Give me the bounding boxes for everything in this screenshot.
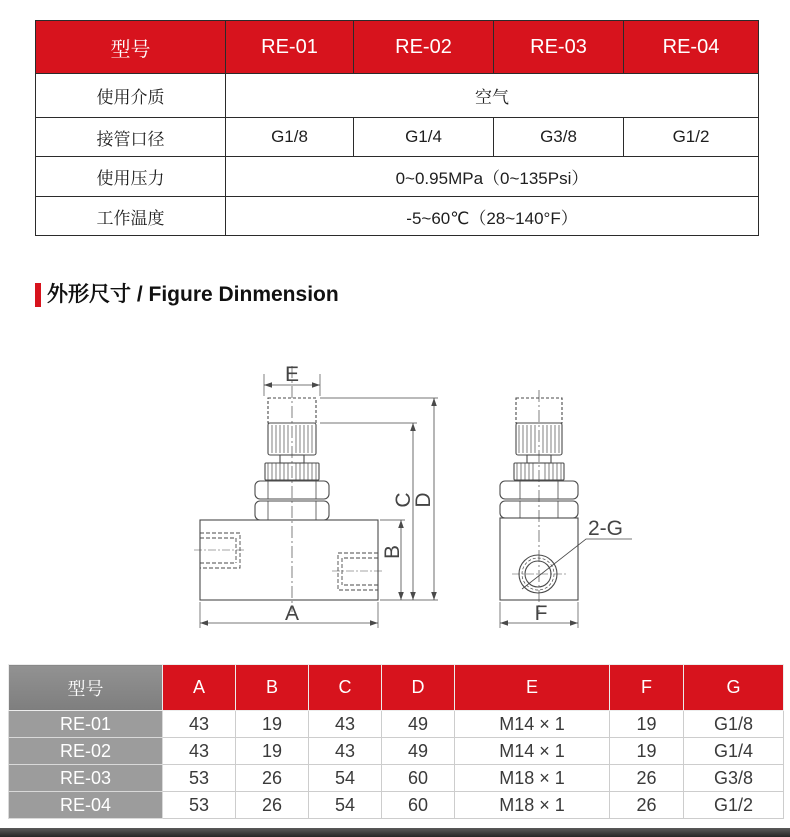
row-model: RE-04	[9, 792, 163, 819]
dim-header-b: B	[236, 665, 309, 711]
label-c: C	[392, 492, 415, 508]
spec-value-pressure: 0~0.95MPa（0~135Psi）	[226, 157, 759, 197]
dimension-labels	[285, 363, 623, 625]
table-row	[9, 738, 784, 765]
spec-header-re03: RE-03	[494, 21, 624, 74]
cell-c: 54	[309, 792, 382, 819]
cell-g: G1/2	[684, 792, 784, 819]
table-row	[9, 792, 784, 819]
cell-c: 54	[309, 765, 382, 792]
dimension-drawing	[0, 350, 790, 640]
dim-header-f: F	[610, 665, 684, 711]
section-title: 外形尺寸 / Figure Dinmension	[47, 283, 339, 306]
spec-table	[35, 20, 759, 236]
table-row	[9, 765, 784, 792]
cell-g: G1/4	[684, 738, 784, 765]
side-view	[500, 390, 632, 628]
label-f: F	[534, 602, 548, 625]
spec-label-medium: 使用介质	[36, 74, 226, 118]
cell-a: 53	[163, 765, 236, 792]
cell-d: 60	[382, 765, 455, 792]
outlet-port-hidden	[338, 553, 378, 590]
spec-row-pressure	[36, 157, 759, 197]
spec-value-medium: 空气	[226, 74, 759, 118]
valve-body	[200, 520, 378, 600]
bottom-bar	[0, 828, 790, 837]
cell-g: G3/8	[684, 765, 784, 792]
section-accent-bar	[35, 283, 41, 307]
spec-value-port-size: G1/8	[226, 118, 354, 157]
cell-b: 26	[236, 792, 309, 819]
spec-header-re01: RE-01	[226, 21, 354, 74]
spec-row-temperature	[36, 197, 759, 236]
dimension-table	[8, 664, 784, 819]
spec-value-temperature: -5~60℃（28~140°F）	[226, 197, 759, 236]
label-d: D	[412, 492, 435, 508]
spec-header-model: 型号	[36, 21, 226, 74]
cell-d: 49	[382, 711, 455, 738]
spec-row-port-size	[36, 118, 759, 157]
dimension-header-row	[9, 665, 784, 711]
cell-f: 26	[610, 765, 684, 792]
row-model: RE-01	[9, 711, 163, 738]
spec-label-temperature: 工作温度	[36, 197, 226, 236]
cell-e: M18 × 1	[455, 792, 610, 819]
cell-b: 19	[236, 738, 309, 765]
label-b: B	[381, 544, 404, 560]
cell-e: M14 × 1	[455, 711, 610, 738]
cell-e: M18 × 1	[455, 765, 610, 792]
dim-header-g: G	[684, 665, 784, 711]
label-a: A	[284, 602, 300, 625]
cell-g: G1/8	[684, 711, 784, 738]
label-e: E	[284, 363, 300, 386]
label-g: 2-G	[588, 517, 624, 540]
cell-a: 43	[163, 711, 236, 738]
cell-c: 43	[309, 738, 382, 765]
dim-header-model: 型号	[9, 665, 163, 711]
cell-d: 49	[382, 738, 455, 765]
cell-f: 19	[610, 738, 684, 765]
row-model: RE-02	[9, 738, 163, 765]
cell-f: 19	[610, 711, 684, 738]
spec-value-port-size: G3/8	[494, 118, 624, 157]
cell-d: 60	[382, 792, 455, 819]
table-row	[9, 711, 784, 738]
cell-f: 26	[610, 792, 684, 819]
spec-value-port-size: G1/2	[624, 118, 759, 157]
dim-header-e: E	[455, 665, 610, 711]
inlet-port-hidden	[200, 533, 240, 568]
port-leader-line	[522, 539, 632, 589]
spec-row-medium	[36, 74, 759, 118]
cell-a: 43	[163, 738, 236, 765]
cell-c: 43	[309, 711, 382, 738]
dim-header-a: A	[163, 665, 236, 711]
spec-value-port-size: G1/4	[354, 118, 494, 157]
spec-header-row	[36, 21, 759, 74]
dim-header-d: D	[382, 665, 455, 711]
spec-label-pressure: 使用压力	[36, 157, 226, 197]
cell-b: 19	[236, 711, 309, 738]
spec-header-re04: RE-04	[624, 21, 759, 74]
dim-header-c: C	[309, 665, 382, 711]
cell-b: 26	[236, 765, 309, 792]
cell-e: M14 × 1	[455, 738, 610, 765]
spec-label-port-size: 接管口径	[36, 118, 226, 157]
spec-header-re02: RE-02	[354, 21, 494, 74]
cell-a: 53	[163, 792, 236, 819]
row-model: RE-03	[9, 765, 163, 792]
